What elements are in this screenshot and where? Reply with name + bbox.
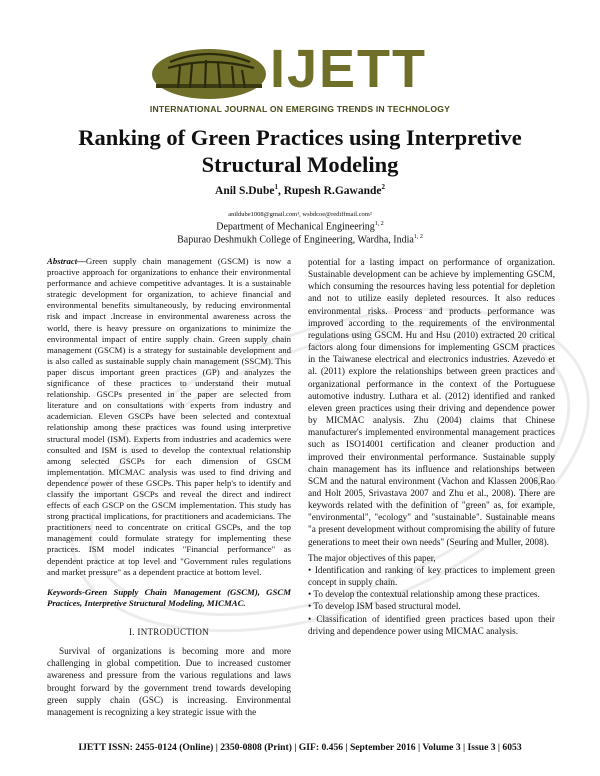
journal-logo-text: IJETT (270, 39, 428, 99)
journal-logo-emblem (150, 44, 268, 100)
left-column (47, 256, 291, 718)
author-1: Anil S.Dube (215, 184, 275, 197)
right-column (308, 256, 555, 637)
author-separator: , (277, 184, 284, 197)
objectives-heading: The major objectives of this paper, (308, 552, 436, 563)
objective-item: • Classification of identified green practices based upon their driving and dependence power using MICMAC analysis. (308, 613, 555, 636)
paper-title-line1: Ranking of Green Practices using Interpretive (78, 125, 522, 150)
author-2: Rupesh R.Gawande (283, 184, 382, 197)
department-name: Department of Mechanical Engineering (216, 221, 375, 233)
abstract (47, 256, 291, 578)
paper-title-line2: Structural Modeling (201, 152, 399, 177)
abstract-text: Green supply chain management (GSCM) is now a proactive approach for organizations to enhance their environmental performance and achieve competitive advantages. It is a sustainable strategic development for organization, to achieve financial and environmental benefits simultaneously, by reducing environmental risk and impact .Increase in environmental awareness across the world, there is heavy pressure on organizations to minimize the environmental impact of entire supply chain. Green supply chain management (GSCM) is a strategy for sustainable development and is also called as sustainable supply chain management (SSCM). This paper discus important green practices (GP) and analyzes the significance of these practices to understand their mutual relationship. GSCPs presented in the paper are selected from literature and on consultations with experts from industry and academician. Eleven GSCPs have been selected and contextual relationship among these practices was found using interpretive structural model (ISM). Experts from industries and academics were consulted and ISM is used to develop the contextual relationship among selected GSCPs for each dimension of GSCM implementation. MICMAC analysis was used to find driving and dependence power of these GSCPs. This paper help's to identify and classify the important GSCPs and reveal the direct and indirect effects of each GSCP on the GSCM implementation. This study has strong practical implications, for practitioners and academicians. The practitioners need to concentrate on critical GSCPs, and the top management could formulate strategy for implementing these practices. ISM model indicates "Financial performance" as dependent practice at top level and "Government rules regulations and market pressure" as a dependent practice at bottom level. (47, 256, 291, 577)
objective-item: • To develop the contextual relationship among these practices. (308, 589, 540, 600)
college-sup: 1, 2 (413, 234, 423, 240)
author-2-affiliation: 2 (381, 183, 385, 191)
author-emails: anildube1008@gmail.com¹, wsbdcoe@rediffmail.com² (228, 211, 372, 218)
author-1-affiliation: 1 (274, 183, 278, 191)
journal-full-name: INTERNATIONAL JOURNAL ON EMERGING TRENDS IN TECHNOLOGY (149, 104, 451, 114)
affiliation-college (0, 234, 600, 245)
journal-header (0, 0, 600, 122)
paper-authors (0, 183, 600, 197)
section-heading-introduction: I. INTRODUCTION (129, 626, 209, 637)
department-sup: 1, 2 (374, 221, 384, 227)
right-column-text: potential for a lasting impact on performance of organization. Sustainable development can be achieve by implementing GSCM, which consuming the resources having less potential for depletion and not to utilize easily depleted resources. It also reduces environmental risks. Process and products performance was improved according to the requirements of the environmental regulations using GSCM. Hu and Hsu (2010) extracted 20 critical factors along four dimensions for implementing GSCM practices in the Taiwanese electrical and electronics industries. Azevedo et al. (2011) explore the relationships between green practices and organizational performance in the context of the Portuguese automotive industry. Luthara et al. (2012) identified and ranked eleven green practices using their driving and dependence power by MICMAC analysis. Zhu (2004) claims that Chinese manufacturer's implemented environmental management practices such as ISO14001 certification and cleaner production and improved their environmental performance. Sustainable supply chain management has its influence and relationships between SCM and the natural environment (Vachon and Klassen 2006,Rao and Holt 2005, Srivastava 2007 and Zhu et al., 2008). There are keywords related with the definition of "green" as, for example, "environmental", "ecology" and "sustainable". Sustainable means "a present development without compromising the ability of future generations to meet their own needs" (Seuring and Muller, 2008). (308, 257, 555, 547)
objective-item: • Identification and ranking of key practices to implement green concept in supply chain. (308, 564, 555, 588)
college-name: Bapurao Deshmukh College of Engineering, Wardha, India (177, 234, 414, 246)
objective-item: • To develop ISM based structural model. (308, 601, 461, 612)
paper-title (20, 124, 580, 178)
abstract-label: Abstract— (47, 256, 86, 266)
keywords: Keywords-Green Supply Chain Management (GSCM), GSCM Practices, Interpretive Structural Modeling, MICMAC. (47, 586, 291, 608)
affiliation-department (0, 221, 600, 232)
introduction-text: Survival of organizations is becoming more and more challenging in global competition. Due to increased customer awareness and pressure from the various regulations and laws brought forward by the government trend towards developing green supply chain (GSC) is increasing. Environmental management is recognizing a key strategic issue with the (47, 646, 291, 718)
page-footer: IJETT ISSN: 2455-0124 (Online) | 2350-0808 (Print) | GIF: 0.456 | September 2016 | Volume 3 | Issue 3 | 6053 (78, 742, 522, 753)
